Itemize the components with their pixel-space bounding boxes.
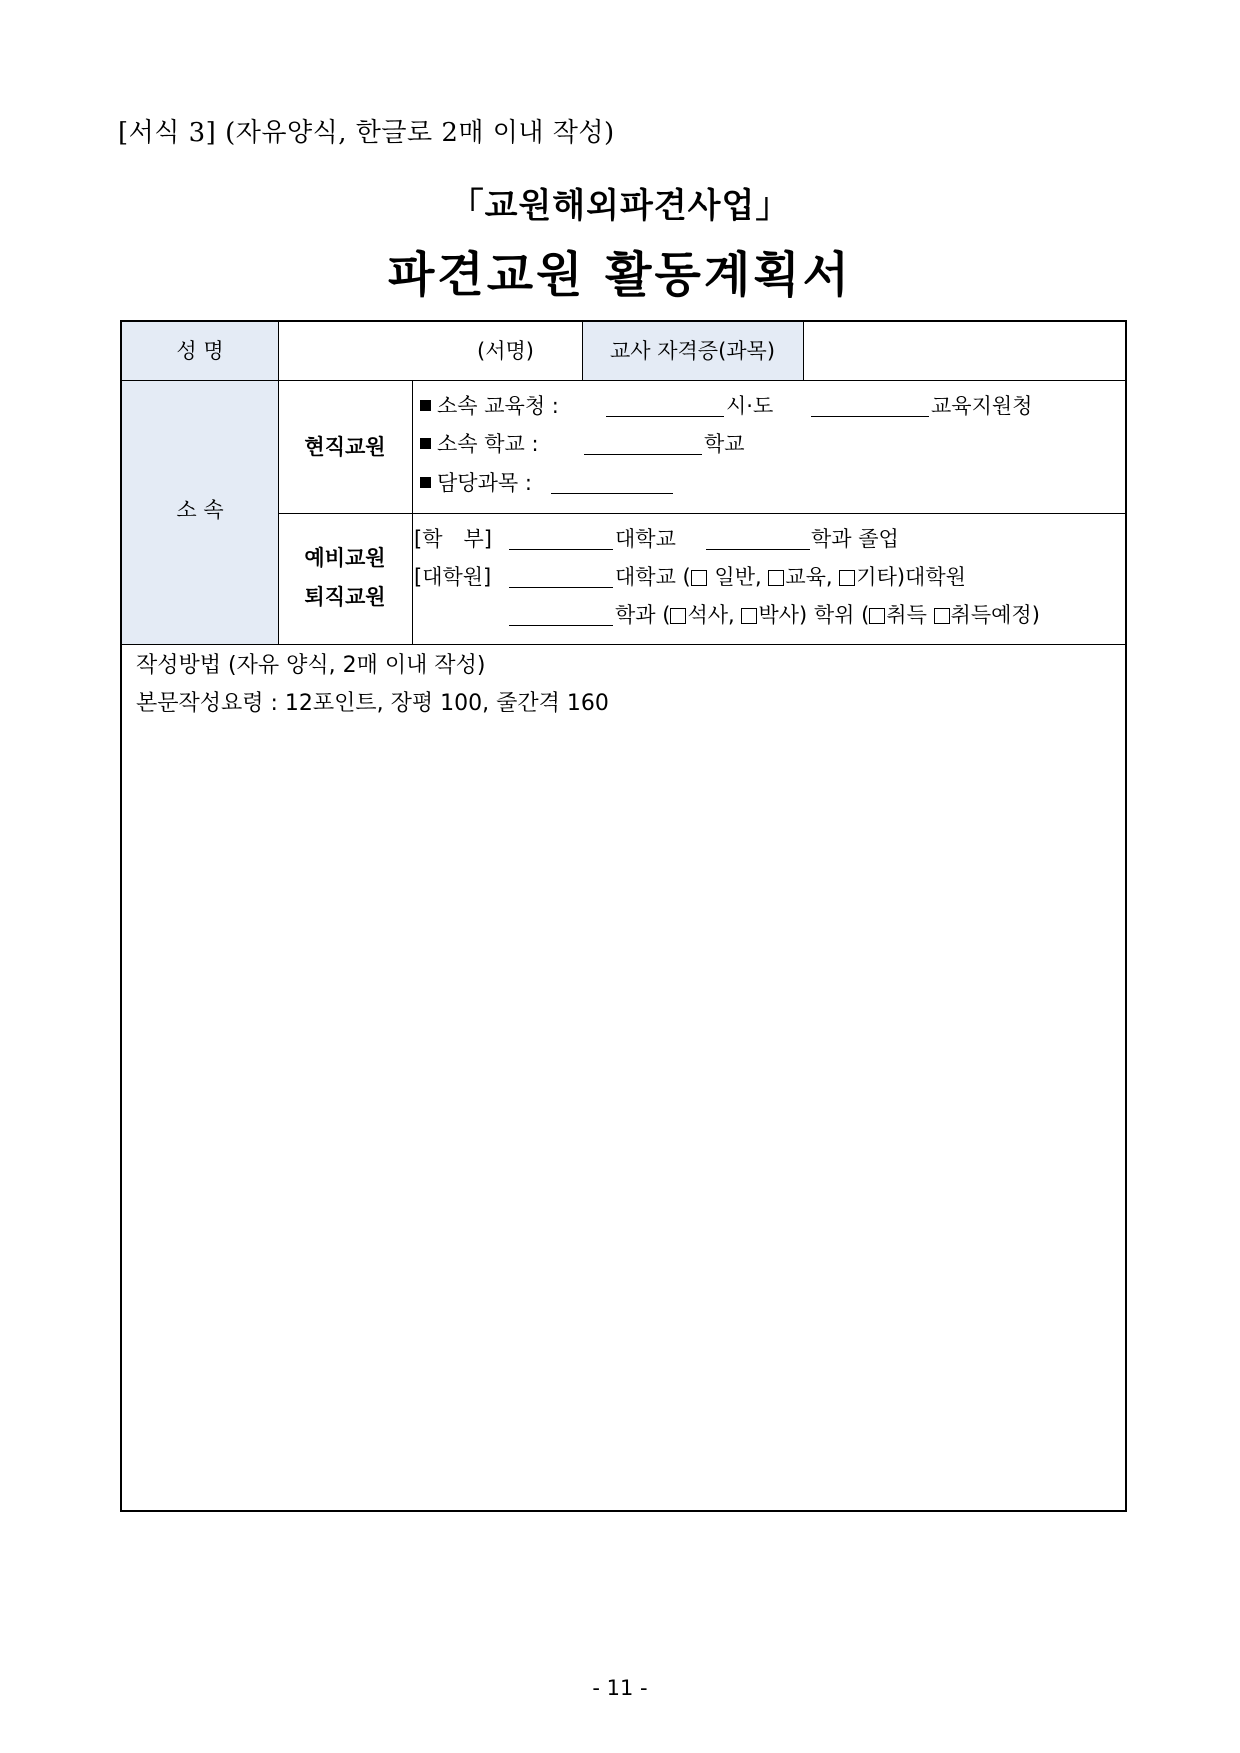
name-label: 성 명 [176,339,224,363]
signature-label: (서명) [477,339,534,363]
school-prefix: 소속 학교 : [437,432,539,456]
office-line [420,393,559,419]
education-label: 교육, [785,565,833,589]
subject-line [420,470,532,496]
acquired-checkbox[interactable] [869,608,885,624]
expected-checkbox[interactable] [934,608,950,624]
doctor-label: 박사) 학위 ( [758,603,870,627]
school-suffix: 학교 [704,432,745,456]
education-checkbox[interactable] [768,570,784,586]
program-title: 「교원해외파견사업」 [449,186,791,226]
other-label: 기타)대학원 [856,565,966,589]
office-support-field[interactable] [811,416,929,417]
expected-label: 취득예정) [950,603,1040,627]
grad-prefix: [대학원] [414,565,492,589]
form-number-label: [서식 3] (자유양식, 한글로 2매 이내 작성) [118,118,615,148]
office-city-field[interactable] [606,416,724,417]
plan-body-area[interactable] [122,645,1125,1510]
undergrad-department-field[interactable] [706,549,810,550]
current-teacher-label: 현직교원 [304,435,386,459]
department-label: 학과 ( [615,603,671,627]
grad-university-label: 대학교 ( [615,565,691,589]
retired-teacher-label: 퇴직교원 [304,585,386,609]
doctor-checkbox[interactable] [741,608,757,624]
master-checkbox[interactable] [670,608,686,624]
office-city-label: 시·도 [726,394,774,418]
bullet-icon [420,438,431,449]
undergrad-university-field[interactable] [509,549,613,550]
row-divider [122,380,1125,381]
grad-department-field[interactable] [509,625,613,626]
application-form-table [120,320,1127,1512]
acquired-label: 취득 [886,603,927,627]
master-label: 석사, [687,603,735,627]
grad-options-line [615,564,966,590]
school-field[interactable] [584,454,702,455]
undergrad-university-label: 대학교 [615,527,676,551]
column-divider [412,380,413,644]
preservice-teacher-label: 예비교원 [304,546,386,570]
instructions-line-2: 본문작성요령 : 12포인트, 장평 100, 줄간격 160 [136,691,609,716]
instructions-line-1: 작성방법 (자유 양식, 2매 이내 작성) [136,653,486,678]
subject-field[interactable] [551,493,673,494]
office-support-label: 교육지원청 [931,394,1033,418]
page-number: - 11 - [592,1676,648,1700]
school-line [420,431,539,457]
license-field[interactable] [804,322,1125,380]
undergrad-department-label: 학과 졸업 [811,527,899,551]
name-field[interactable] [279,322,581,380]
affiliation-label: 소 속 [176,498,224,522]
office-prefix: 소속 교육청 : [437,394,559,418]
row-divider [278,513,1125,514]
undergrad-prefix: [학 부] [414,527,492,551]
general-checkbox[interactable] [691,570,707,586]
bullet-icon [420,400,431,411]
document-title: 파견교원 활동계획서 [387,247,853,303]
other-checkbox[interactable] [839,570,855,586]
bullet-icon [420,477,431,488]
license-label: 교사 자격증(과목) [609,339,776,363]
degree-options-line [615,602,1040,628]
grad-university-field[interactable] [509,587,613,588]
general-label: 일반, [714,565,762,589]
subject-prefix: 담당과목 : [437,471,532,495]
